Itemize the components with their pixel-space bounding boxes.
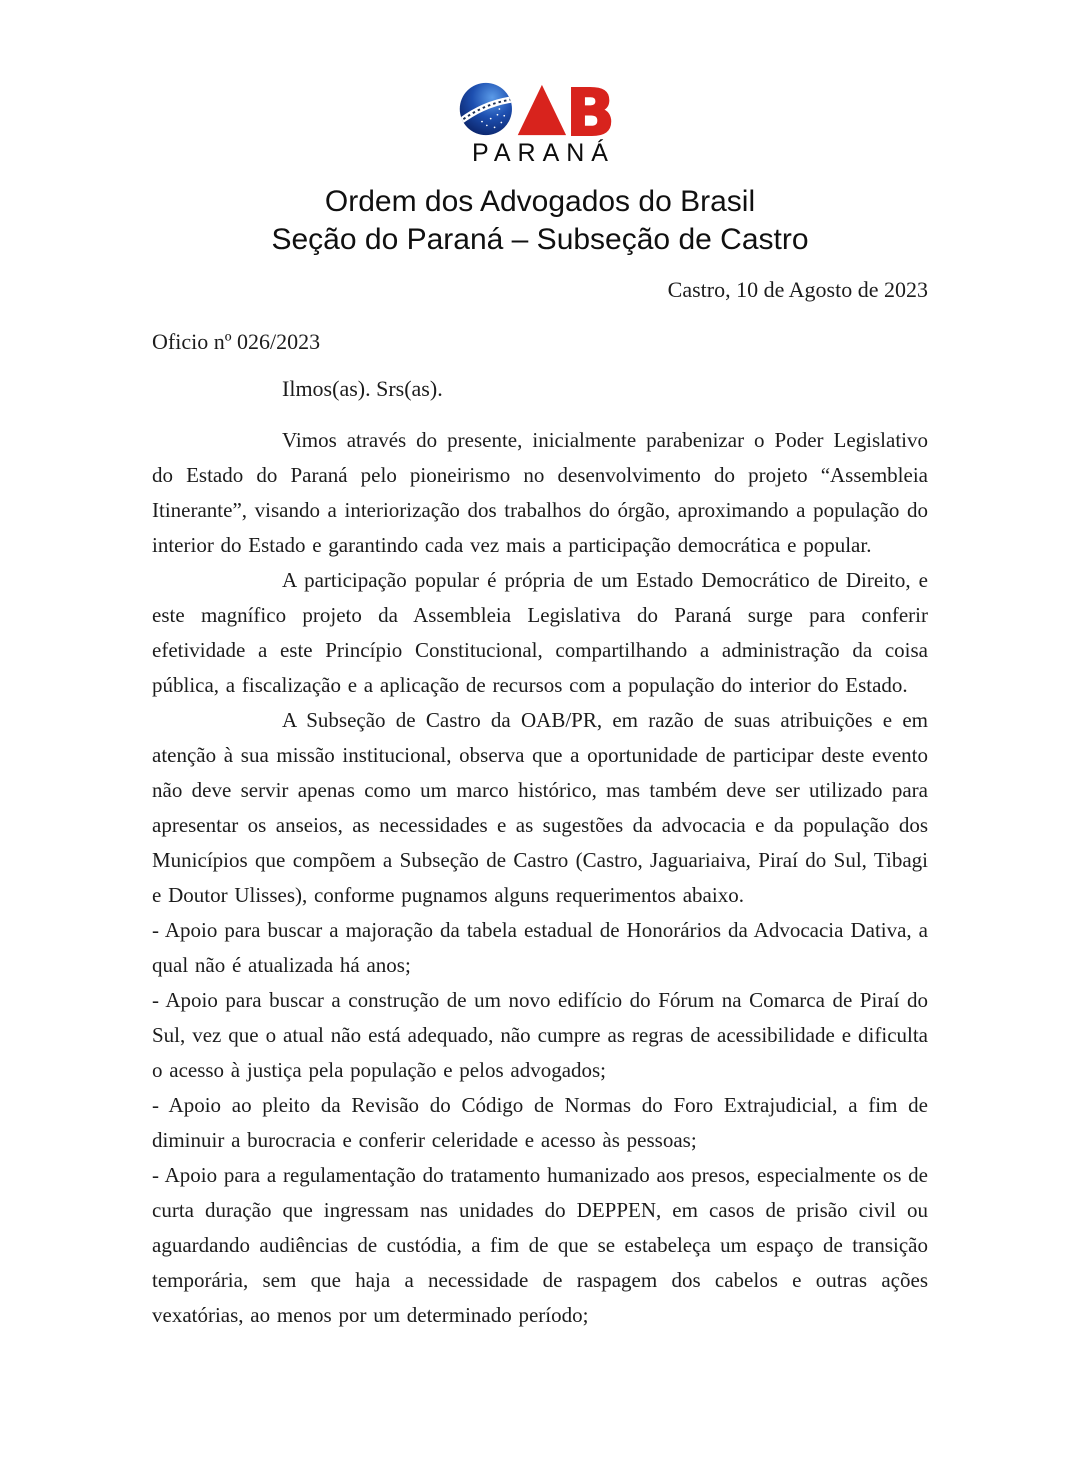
letter-body [0,277,1080,1333]
body-paragraph: A participação popular é própria de um Estado Democrático de Direito, e este magnífico projeto da Assembleia Legislativa do Paraná surge para conferir efetividade a este Princípio Constitucional, compartilhando a administração da coisa pública, a fiscalização e a aplicação de recursos com a população do interior do Estado. [152,568,928,697]
request-item: - Apoio ao pleito da Revisão do Código de Normas do Foro Extrajudicial, a fim de diminuir a burocracia e conferir celeridade e acesso às pessoas; [152,1093,928,1152]
body-paragraph: Vimos através do presente, inicialmente parabenizar o Poder Legislativo do Estado do Paraná pelo pioneirismo no desenvolvimento do projeto “Assembleia Itinerante”, visando a interiorização dos trabalhos do órgão, aproximando a população do interior do Estado e garantindo cada vez mais a participação democrática e popular. [152,428,928,557]
logo-letter-a [518,85,566,135]
request-item: - Apoio para buscar a majoração da tabela estadual de Honorários da Advocacia Dativa, a qual não é atualizada há anos; [152,918,928,977]
salutation: Ilmos(as). Srs(as). [282,376,443,401]
letterhead [0,80,1080,259]
logo-letter-b: B [566,80,615,138]
logo-region-label: PARANÁ [472,139,615,167]
oab-logo-icon [455,80,625,138]
reference-number: Oficio nº 026/2023 [152,329,321,354]
org-title-line1: Ordem dos Advogados do Brasil [324,185,756,218]
dateline: Castro, 10 de Agosto de 2023 [667,277,928,302]
oab-logo [455,80,625,168]
org-title [0,183,1080,259]
globe-icon [459,83,513,135]
request-item: - Apoio para a regulamentação do tratamento humanizado aos presos, especialmente os de curta duração que ingressam nas unidades do DEPPEN, em casos de prisão civil ou aguardando audiências de custódia, a fim de que se estabeleça um espaço de transição temporária, sem que haja a necessidade de raspagem dos cabelos e outras ações vexatórias, ao menos por um determinado período; [152,1163,928,1327]
request-item: - Apoio para buscar a construção de um novo edifício do Fórum na Comarca de Piraí do Sul, vez que o atual não está adequado, não cumpre as regras de acessibilidade e dificulta o acesso à justiça pela população e pelos advogados; [152,988,928,1082]
org-title-line2: Seção do Paraná – Subseção de Castro [271,223,809,256]
body-paragraph: A Subseção de Castro da OAB/PR, em razão de suas atribuições e em atenção à sua missão institucional, observa que a oportunidade de participar deste evento não deve servir apenas como um marco histórico, mas também deve ser utilizado para apresentar os anseios, as necessidades e as sugestões da advocacia e da população dos Municípios que compõem a Subseção de Castro (Castro, Jaguariaiva, Piraí do Sul, Tibagi e Doutor Ulisses), conforme pugnamos alguns requerimentos abaixo. [152,708,928,907]
